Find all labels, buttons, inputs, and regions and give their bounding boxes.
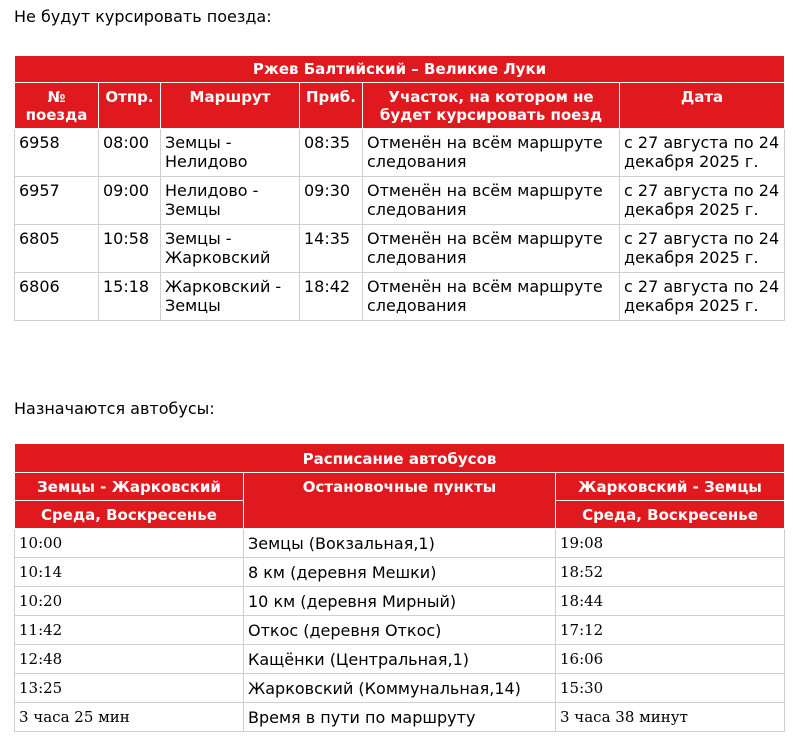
- header-stops: Остановочные пункты: [244, 473, 556, 529]
- header-section: Участок, на котором не будет курсировать поезд: [363, 83, 620, 129]
- table-row: [15, 558, 785, 587]
- header-train-number: № поезда: [15, 83, 99, 129]
- stop-name: Кащёнки (Центральная,1): [244, 645, 556, 674]
- arrival-time: 14:35: [300, 225, 363, 273]
- route: Земцы - Нелидово: [161, 129, 300, 177]
- stop-name: 10 км (деревня Мирный): [244, 587, 556, 616]
- header-date: Дата: [620, 83, 785, 129]
- departure-time: 15:18: [99, 273, 161, 321]
- section: Отменён на всём маршруте следования: [363, 225, 620, 273]
- table-row: [15, 273, 785, 321]
- backward-time: 19:08: [556, 529, 785, 558]
- table-row: [15, 129, 785, 177]
- trains-cancellation-table: [14, 55, 785, 321]
- route: Жарковский - Земцы: [161, 273, 300, 321]
- train-number: 6958: [15, 129, 99, 177]
- table-row: [15, 616, 785, 645]
- forward-time: 10:20: [15, 587, 244, 616]
- stop-name: Откос (деревня Откос): [244, 616, 556, 645]
- train-number: 6806: [15, 273, 99, 321]
- trains-intro-text: Не будут курсировать поезда:: [14, 7, 272, 26]
- backward-time: 16:06: [556, 645, 785, 674]
- date: с 27 августа по 24 декабря 2025 г.: [620, 177, 785, 225]
- route: Земцы - Жарковский: [161, 225, 300, 273]
- date: с 27 августа по 24 декабря 2025 г.: [620, 129, 785, 177]
- header-forward-days: Среда, Воскресенье: [15, 501, 244, 529]
- backward-time: 18:44: [556, 587, 785, 616]
- departure-time: 10:58: [99, 225, 161, 273]
- section: Отменён на всём маршруте следования: [363, 273, 620, 321]
- header-backward-days: Среда, Воскресенье: [556, 501, 785, 529]
- train-number: 6805: [15, 225, 99, 273]
- buses-intro-text: Назначаются автобусы:: [14, 399, 215, 418]
- table-row: [15, 587, 785, 616]
- forward-time: 11:42: [15, 616, 244, 645]
- header-forward-direction: Земцы - Жарковский: [15, 473, 244, 501]
- header-backward-direction: Жарковский - Земцы: [556, 473, 785, 501]
- arrival-time: 09:30: [300, 177, 363, 225]
- forward-travel-time: 3 часа 25 мин: [15, 703, 244, 732]
- arrival-time: 08:35: [300, 129, 363, 177]
- section: Отменён на всём маршруте следования: [363, 177, 620, 225]
- header-departure: Отпр.: [99, 83, 161, 129]
- backward-time: 15:30: [556, 674, 785, 703]
- backward-time: 18:52: [556, 558, 785, 587]
- forward-time: 12:48: [15, 645, 244, 674]
- departure-time: 08:00: [99, 129, 161, 177]
- arrival-time: 18:42: [300, 273, 363, 321]
- backward-time: 17:12: [556, 616, 785, 645]
- table-row: [15, 674, 785, 703]
- header-route: Маршрут: [161, 83, 300, 129]
- stop-name: Земцы (Вокзальная,1): [244, 529, 556, 558]
- forward-time: 13:25: [15, 674, 244, 703]
- table-row: [15, 225, 785, 273]
- stop-name: 8 км (деревня Мешки): [244, 558, 556, 587]
- section: Отменён на всём маршруте следования: [363, 129, 620, 177]
- backward-travel-time: 3 часа 38 минут: [556, 703, 785, 732]
- table-row: [15, 529, 785, 558]
- stop-name: Жарковский (Коммунальная,14): [244, 674, 556, 703]
- table-row-total-travel-time: [15, 703, 785, 732]
- departure-time: 09:00: [99, 177, 161, 225]
- forward-time: 10:14: [15, 558, 244, 587]
- date: с 27 августа по 24 декабря 2025 г.: [620, 225, 785, 273]
- route: Нелидово - Земцы: [161, 177, 300, 225]
- bus-table-title: Расписание автобусов: [15, 444, 785, 473]
- trains-table-title: Ржев Балтийский – Великие Луки: [15, 56, 785, 83]
- header-arrival: Приб.: [300, 83, 363, 129]
- travel-time-label: Время в пути по маршруту: [244, 703, 556, 732]
- table-row: [15, 177, 785, 225]
- bus-schedule-table: [14, 443, 785, 732]
- train-number: 6957: [15, 177, 99, 225]
- forward-time: 10:00: [15, 529, 244, 558]
- date: с 27 августа по 24 декабря 2025 г.: [620, 273, 785, 321]
- table-row: [15, 645, 785, 674]
